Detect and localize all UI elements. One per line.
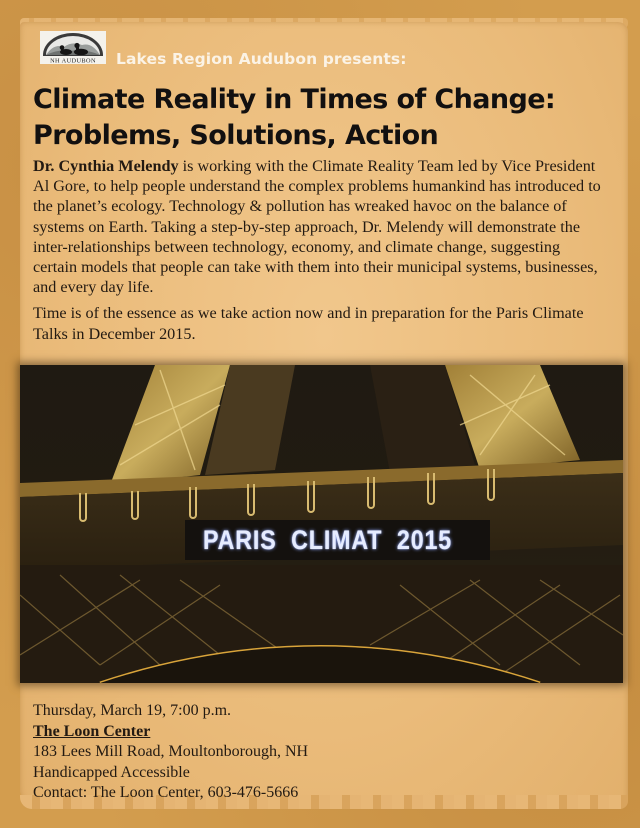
title-line-1: Climate Reality in Times of Change:	[33, 84, 556, 115]
paris-climat-sign: PARIS CLIMAT 2015	[203, 525, 453, 555]
eiffel-tower-photo	[20, 365, 623, 683]
description-paragraph-1	[33, 156, 608, 297]
event-accessibility: Handicapped Accessible	[33, 763, 190, 781]
title-line-2: Problems, Solutions, Action	[33, 120, 439, 151]
event-datetime: Thursday, March 19, 7:00 p.m.	[33, 702, 232, 719]
svg-text:NH AUDUBON: NH AUDUBON	[50, 57, 96, 64]
event-contact: Contact: The Loon Center, 603-476-5666	[33, 784, 299, 801]
event-details	[33, 701, 433, 804]
event-venue: The Loon Center	[33, 722, 151, 740]
description-paragraph-2: Time is of the essence as we take action now and in preparation for the Paris Climate Talks in December 2015.	[33, 304, 584, 343]
presenter-line: Lakes Region Audubon presents:	[116, 50, 407, 68]
speaker-name: Dr. Cynthia Melendy	[33, 157, 179, 175]
nh-audubon-logo	[40, 31, 106, 64]
description-text: is working with the Climate Reality Team led by Vice President Al Gore, to help people understand the complex problems humankind has introduced to the planet’s ecology. Technology & pollution has wreaked havoc on the balance of systems on Earth. Taking a step-by-step approach, Dr. Melendy will demonstrate the inter-relationships between technology, economy, and climate change, suggesting certain models that people can take with them into their municipal systems, businesses, and every day life.	[33, 157, 601, 297]
event-address: 183 Lees Mill Road, Moultonborough, NH	[33, 743, 309, 760]
event-title	[33, 82, 633, 154]
event-description	[33, 156, 608, 350]
loon-logo-icon	[40, 31, 106, 64]
